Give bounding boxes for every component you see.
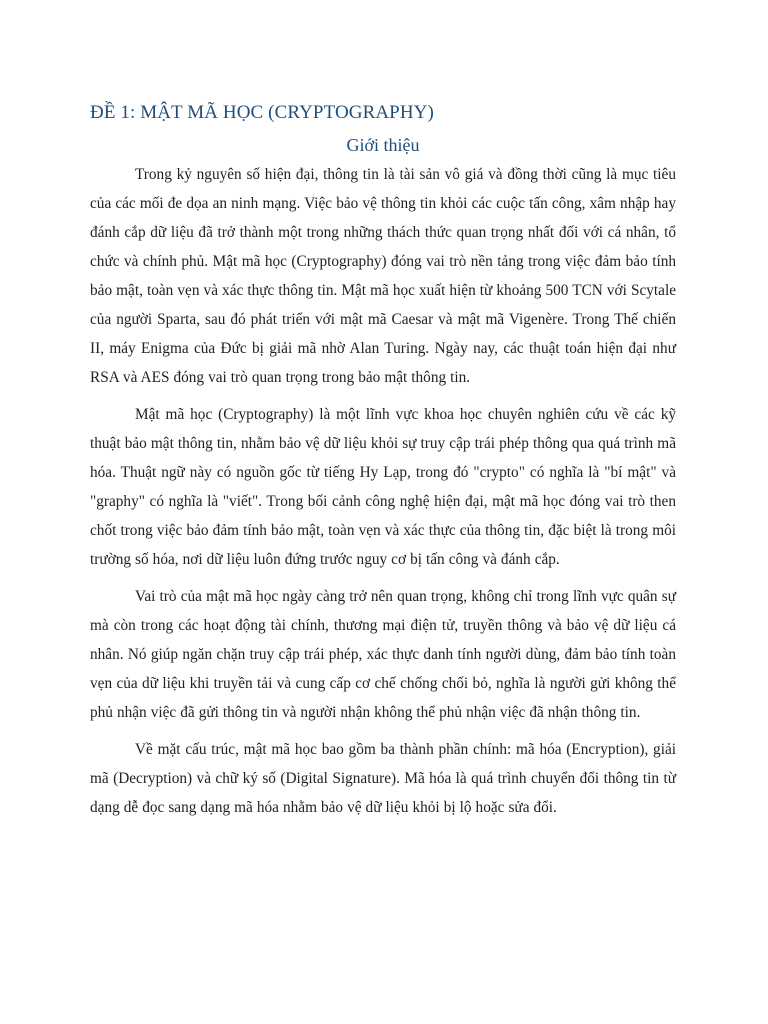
section-heading: Giới thiệu xyxy=(346,135,420,155)
paragraph-role: Vai trò của mật mã học ngày càng trở nên quan trọng, không chỉ trong lĩnh vực quân sự mà còn trong các hoạt động tài chính, thương mại điện tử, truyền thông và bảo vệ dữ liệu cá nhân. Nó giúp ngăn chặn truy cập trái phép, xác thực danh tính người dùng, đảm bảo tính toàn vẹn của dữ liệu khi truyền tải và cung cấp cơ chế chống chối bỏ, nghĩa là người gửi không thể phủ nhận việc đã gửi thông tin và người nhận không thể phủ nhận việc đã nhận thông tin. xyxy=(90,588,676,721)
document-page xyxy=(90,98,676,830)
paragraph-structure: Về mặt cấu trúc, mật mã học bao gồm ba thành phần chính: mã hóa (Encryption), giải mã (Decryption) và chữ ký số (Digital Signature). Mã hóa là quá trình chuyển đổi thông tin từ dạng dễ đọc sang dạng mã hóa nhằm bảo vệ dữ liệu khỏi bị lộ hoặc sửa đổi. xyxy=(90,741,676,816)
paragraph-intro: Trong kỷ nguyên số hiện đại, thông tin là tài sản vô giá và đồng thời cũng là mục tiêu của các mối đe dọa an ninh mạng. Việc bảo vệ thông tin khỏi các cuộc tấn công, xâm nhập hay đánh cắp dữ liệu đã trở thành một trong những thách thức quan trọng nhất đối với cá nhân, tổ chức và chính phủ. Mật mã học (Cryptography) đóng vai trò nền tảng trong việc đảm bảo tính bảo mật, toàn vẹn và xác thực thông tin. Mật mã học xuất hiện từ khoảng 500 TCN với Scytale của người Sparta, sau đó phát triển với mật mã Caesar và mật mã Vigenère. Trong Thế chiến II, máy Enigma của Đức bị giải mã nhờ Alan Turing. Ngày nay, các thuật toán hiện đại như RSA và AES đóng vai trò quan trọng trong bảo mật thông tin. xyxy=(90,166,676,386)
paragraph-definition: Mật mã học (Cryptography) là một lĩnh vực khoa học chuyên nghiên cứu về các kỹ thuật bảo mật thông tin, nhằm bảo vệ dữ liệu khỏi sự truy cập trái phép thông qua quá trình mã hóa. Thuật ngữ này có nguồn gốc từ tiếng Hy Lạp, trong đó "crypto" có nghĩa là "bí mật" và "graphy" có nghĩa là "viết". Trong bối cảnh công nghệ hiện đại, mật mã học đóng vai trò then chốt trong việc bảo đảm tính bảo mật, toàn vẹn và xác thực của thông tin, đặc biệt là trong môi trường số hóa, nơi dữ liệu luôn đứng trước nguy cơ bị tấn công và đánh cắp. xyxy=(90,406,676,568)
document-title: ĐỀ 1: MẬT MÃ HỌC (CRYPTOGRAPHY) xyxy=(90,102,434,123)
